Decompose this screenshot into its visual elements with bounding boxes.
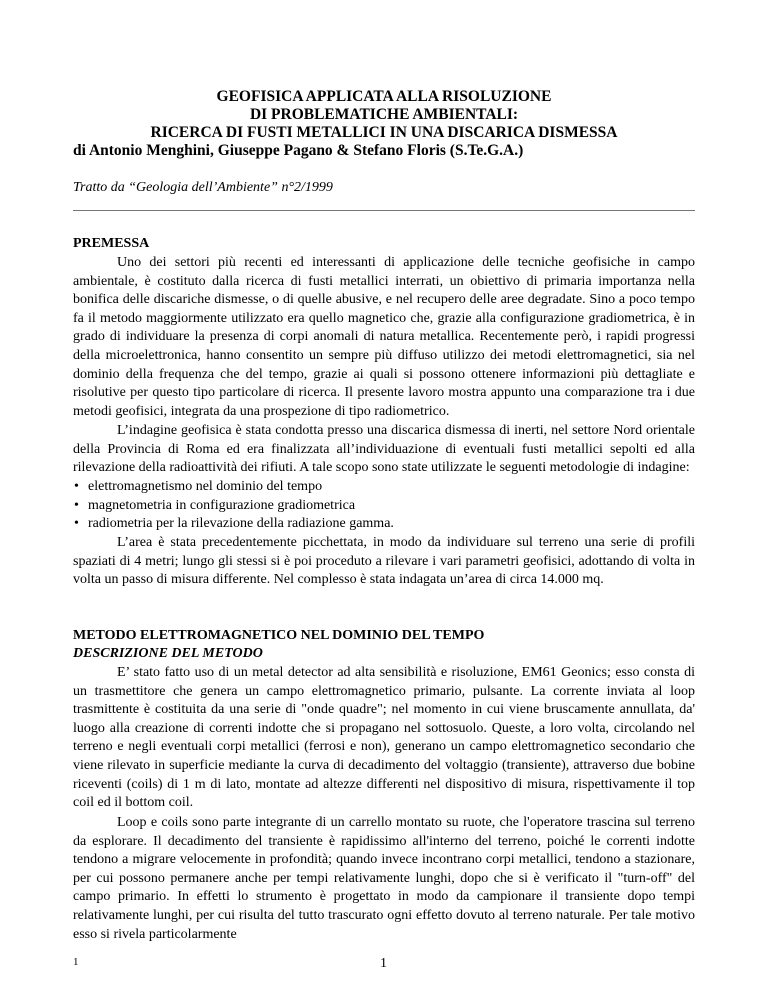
paragraph-metodo-1: E’ stato fatto uso di un metal detector ad alta sensibilità e risoluzione, EM61 Geonics; esso consta di un trasmettitore che genera un campo elettromagnetico primario, pulsante. La corrente inviata al loop trasmittente è costituita da una serie di "onde quadre"; nel momento in cui viene bruscamente annullata, da' luogo alla creazione di correnti indotte che si propagano nel sottosuolo. Queste, a loro volta, circolando nel terreno e negli eventuali corpi metallici (ferrosi e non), generano un campo elettromagnetico secondario che viene rilevato in superficie mediante la curva di decadimento del voltaggio (transiente), attraverso due bobine riceventi (coils) di 1 m di lato, montate ad altezze differenti nel dispositivo di misura, rispettivamente il top coil ed il bottom coil. xyxy=(73,665,695,811)
source-citation: Tratto da “Geologia dell’Ambiente” n°2/1999 xyxy=(73,180,333,195)
paragraph-premessa-3: L’area è stata precedentemente picchettata, in modo da individuare sul terreno una serie di profili spaziati di 4 metri; lungo gli stessi si è poi proceduto a rilevare i vari parametri geofisici, adottando di volta in volta un passo di misura differente. Nel complesso è stata indagata un’area di circa 14.000 mq. xyxy=(73,535,695,588)
bullet-item: • magnetometria in configurazione gradiometrica xyxy=(73,497,695,516)
subsection-heading-descrizione: DESCRIZIONE DEL METODO xyxy=(73,646,263,661)
authors-byline: di Antonio Menghini, Giuseppe Pagano & Stefano Floris (S.Te.G.A.) xyxy=(73,142,524,159)
title-line-3: RICERCA DI FUSTI METALLICI IN UNA DISCARICA DISMESSA xyxy=(150,124,618,141)
section-heading-metodo: METODO ELETTROMAGNETICO NEL DOMINIO DEL TEMPO xyxy=(73,628,485,643)
page-number: 1 xyxy=(380,956,387,971)
title-line-2: DI PROBLEMATICHE AMBIENTALI: xyxy=(249,106,519,123)
horizontal-divider xyxy=(73,210,695,211)
footnote-number: 1 xyxy=(73,956,79,968)
section-heading-premessa: PREMESSA xyxy=(73,236,150,251)
paragraph-premessa-2: L’indagine geofisica è stata condotta presso una discarica dismessa di inerti, nel settore Nord orientale della Provincia di Roma ed era finalizzata all’individuazione di eventuali fusti metallici sepolti ed alla rilevazione della radioattività dei rifiuti. A tale scopo sono state utilizzate le seguenti metodologie di indagine: xyxy=(73,423,695,476)
paragraph-premessa-1: Uno dei settori più recenti ed interessanti di applicazione delle tecniche geofisiche in campo ambientale, è costituto dalla ricerca di fusti metallici interrati, un obiettivo di primaria importanza nella bonifica delle discariche dismesse, o di quelle abusive, e nel recupero delle aree degradate. Sino a poco tempo fa il metodo maggiormente utilizzato era quello magnetico che, grazie alla configurazione gradiometrica, è in grado di individuare la presenza di corpi anomali di natura metallica. Recentemente però, i rapidi progressi della microelettronica, hanno consentito un sempre più diffuso utilizzo dei metodi elettromagnetici, sia nel dominio della frequenza che del tempo, grazie ai quali si possono ottenere informazioni più dettagliate e risolutive per questo tipo particolare di ricerca. Il presente lavoro mostra appunto una comparazione tra i due metodi geofisici, integrata da una prospezione di tipo radiometrico. xyxy=(73,255,695,419)
bullet-item: • radiometria per la rilevazione della radiazione gamma. xyxy=(73,515,695,534)
bullet-item: • elettromagnetismo nel dominio del tempo xyxy=(73,478,695,497)
paragraph-metodo-2: Loop e coils sono parte integrante di un carrello montato su ruote, che l'operatore trascina sul terreno da esplorare. Il decadimento del transiente è rapidissimo all'interno del terreno, poiché le correnti indotte tendono a migrare velocemente in profondità; quando invece incontrano corpi metallici, tendono a stazionare, per cui possono permanere anche per tempi relativamente lunghi, dopo che si è verificato il "turn-off" del campo primario. In effetti lo strumento è progettato in modo da campionare il transiente dopo tempi relativamente lunghi, per cui risulta del tutto trascurato ogni effetto dovuto al terreno naturale. Per tale motivo esso si rivela particolarmente xyxy=(73,815,695,942)
title-line-1: GEOFISICA APPLICATA ALLA RISOLUZIONE xyxy=(216,88,552,105)
methods-bullet-list xyxy=(73,478,695,534)
